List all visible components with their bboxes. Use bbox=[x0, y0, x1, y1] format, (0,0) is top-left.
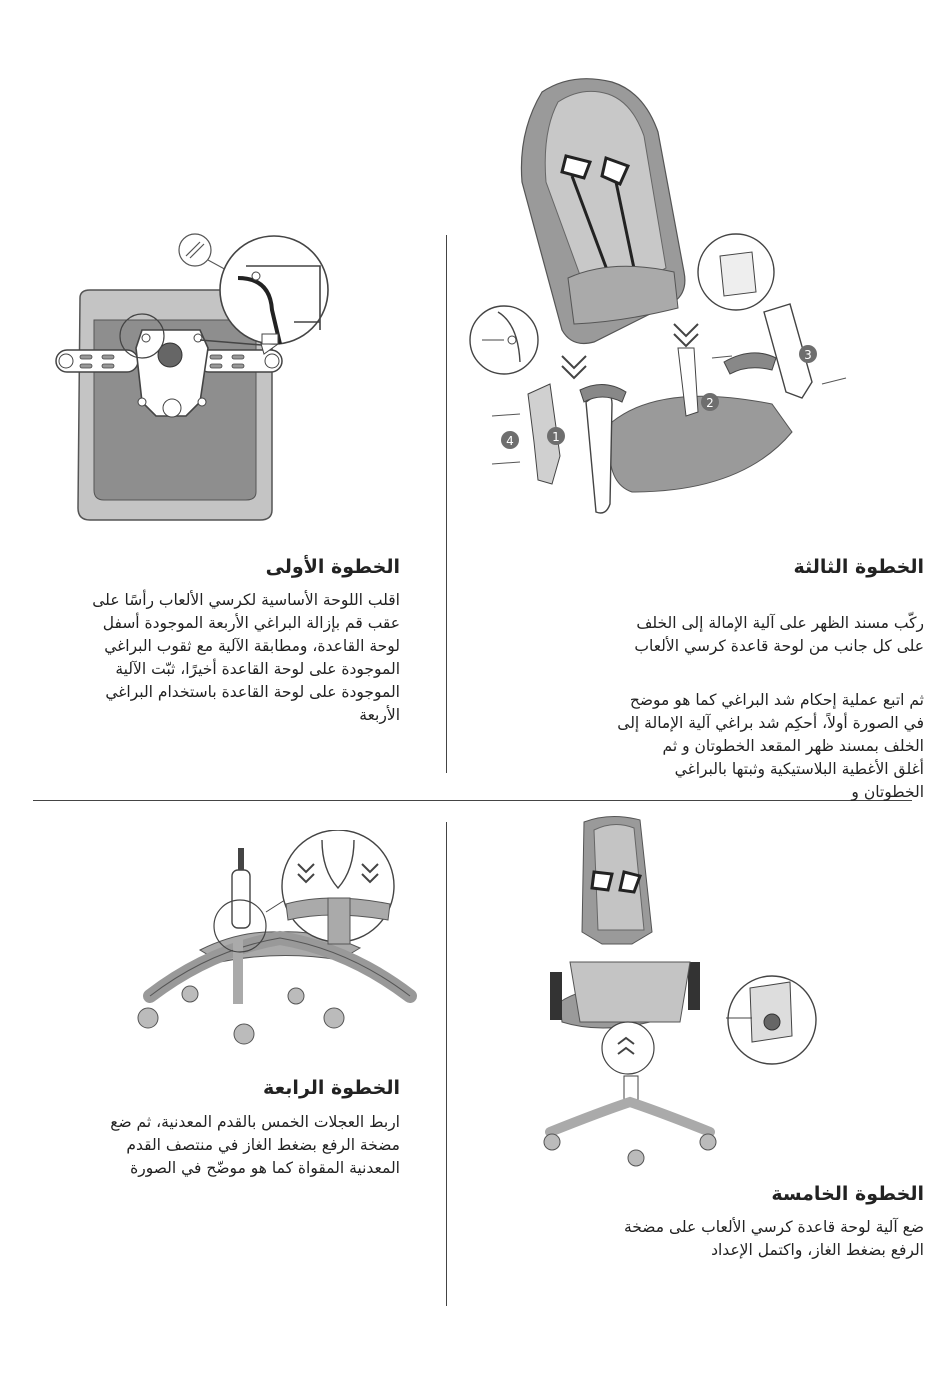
step4-title: الخطوة الرابعة bbox=[263, 1077, 400, 1099]
callout-1: 1 bbox=[552, 430, 560, 444]
step4-illustration bbox=[130, 830, 420, 1060]
step4-body: اربط العجلات الخمس بالقدم المعدنية، ثم ضع مضخة الرفع بضغط الغاز في منتصف القدم المعدنية المقواة كما هو موضّح في الصورة bbox=[110, 1113, 400, 1177]
vertical-divider-bottom bbox=[446, 822, 447, 1306]
step5-title: الخطوة الخامسة bbox=[771, 1183, 924, 1205]
callout-3: 3 bbox=[804, 348, 812, 362]
step3-body-paragraph-1: ركّب مسند الظهر على آلية الإمالة إلى الخلف على كل جانب من لوحة قاعدة كرسي الألعاب bbox=[634, 614, 924, 655]
step3-body bbox=[564, 589, 924, 827]
vertical-divider-top bbox=[446, 235, 447, 773]
callout-4: 4 bbox=[506, 434, 514, 448]
step3-body-paragraph-2: ثم اتبع عملية إحكام شد البراغي كما هو موضح في الصورة أولاً، أحكِم شد براغي آلية الإمالة إلى الخلف بمسند ظهر المقعد الخطوتان و ثم أغلق الأغطية البلاستيكية وثبتها بالبراغي الخطوتان و bbox=[617, 691, 924, 801]
step3-illustration bbox=[462, 72, 862, 522]
step5-illustration bbox=[540, 812, 820, 1172]
step1-body: اقلب اللوحة الأساسية لكرسي الألعاب رأسًا على عقب قم بإزالة البراغي الأربعة الموجودة أسفل لوحة القاعدة، ومطابقة الآلية مع ثقوب البراغي الموجودة على لوحة القاعدة أخيرًا، ثبّت الآلية الموجودة على لوحة القاعدة باستخدام البراغي الأربعة bbox=[92, 591, 400, 724]
callout-2: 2 bbox=[706, 396, 714, 410]
step1-title: الخطوة الأولى bbox=[265, 556, 400, 578]
step1-illustration bbox=[50, 230, 350, 530]
step5-body: ضع آلية لوحة قاعدة كرسي الألعاب على مضخة الرفع بضغط الغاز، واكتمل الإعداد bbox=[623, 1218, 924, 1259]
step3-title: الخطوة الثالثة bbox=[793, 556, 924, 578]
